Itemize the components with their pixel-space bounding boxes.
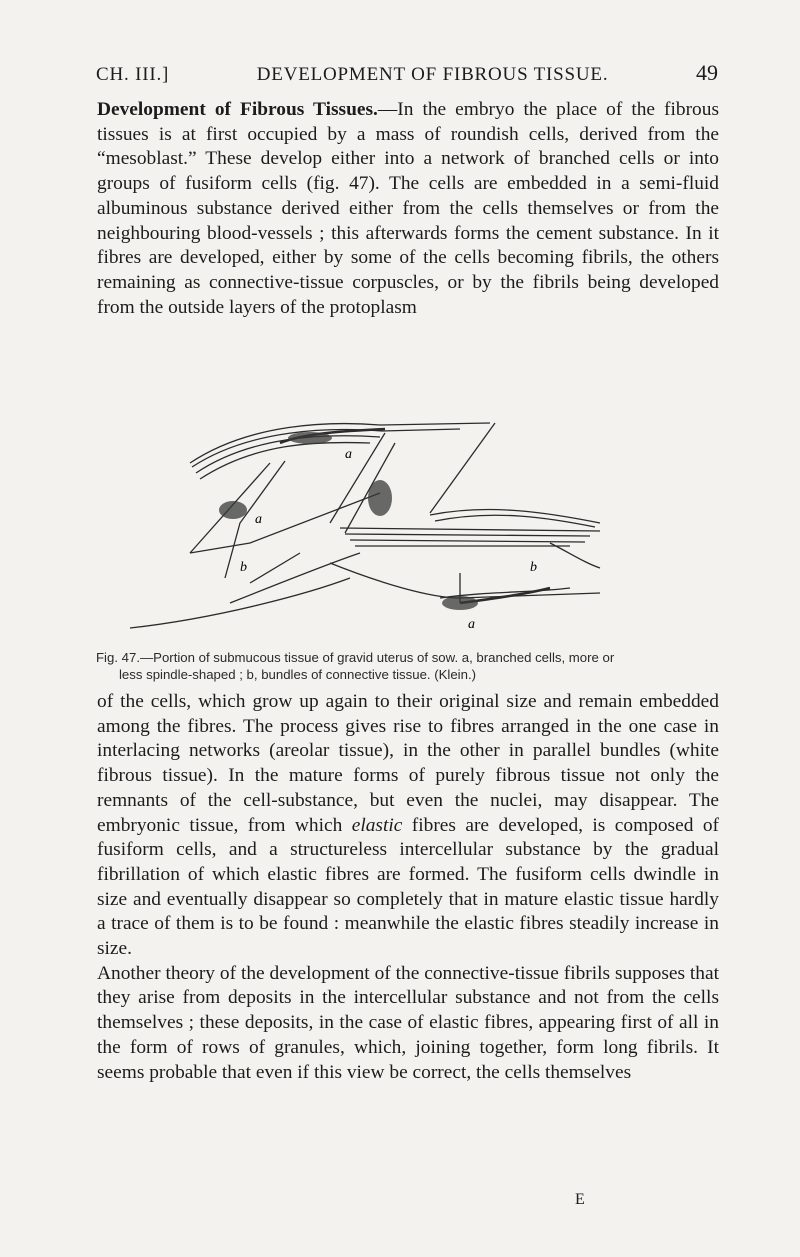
figure-caption — [96, 649, 696, 683]
paragraph-1 — [97, 98, 719, 320]
label-a-top: a — [345, 447, 352, 462]
chapter-label: CH. III.] — [96, 64, 170, 85]
label-a-bottom: a — [468, 617, 475, 632]
paragraph-2-text-a: of the cells, which grow up again to their original size and remain embedded among the fibres. The process gives rise to fibres arranged in the one case in interlacing networks (areolar tissue), in the other in parallel bundles (white fibrous tissue). In the mature forms of purely fibrous tissue not only the remnants of the cell-substance, but even the nuclei, may disappear. The embryonic tissue, from which — [97, 691, 719, 836]
paragraph-1-text: —In the embryo the place of the fibrous tissues is at first occupied by a mass of roundish cells, derived from the “mesoblast.” These develop either into a network of branched cells or into groups of fusiform cells (fig. 47). The cells are embedded in a semi-fluid albuminous substance derived either from the cells themselves or from the neighbouring blood-vessels ; this afterwards forms the cement substance. In it fibres are developed, either by some of the cells becoming fibrils, the others remaining as connective-tissue corpuscles, or by the fibrils being developed from the outside layers of the protoplasm — [97, 99, 719, 318]
paragraph-2 — [97, 690, 719, 1085]
figure-47 — [130, 403, 610, 633]
section-heading: Development of Fibrous Tissues. — [97, 99, 378, 120]
caption-line-2: less spindle-shaped ; b, bundles of connective tissue. (Klein.) — [119, 667, 476, 682]
label-b-right: b — [530, 560, 537, 575]
paragraph-3-text: Another theory of the development of the connective-tissue fibrils supposes that they arise from deposits in the intercellular substance and not from the cells themselves ; these deposits, in the case of elastic fibres, appearing first of all in the form of rows of granules, which, joining together, form long fibrils. It seems probable that even if this view be correct, the cells themselves — [97, 962, 719, 1083]
caption-line-1: Fig. 47.—Portion of submucous tissue of gravid uterus of sow. a, branched cells, more or — [96, 650, 615, 665]
emphasis-elastic: elastic — [351, 814, 403, 836]
label-a-left: a — [255, 512, 262, 527]
header-title: DEVELOPMENT OF FIBROUS TISSUE. — [256, 64, 609, 85]
paragraph-2-text-b: fibres are developed, is composed of fusiform cells, and a structureless intercellular substance by the gradual fibrillation of which elastic fibres are formed. The fusiform cells dwindle in size and eventually disappear so completely that in mature elastic tissue hardly a trace of them is to be found : meanwhile the elastic fibres steadily increase in size. — [97, 814, 719, 960]
signature-mark: E — [575, 1191, 585, 1208]
tissue-illustration — [130, 403, 610, 633]
running-header — [96, 60, 718, 86]
page-number: 49 — [696, 60, 718, 85]
label-b-left: b — [240, 560, 247, 575]
